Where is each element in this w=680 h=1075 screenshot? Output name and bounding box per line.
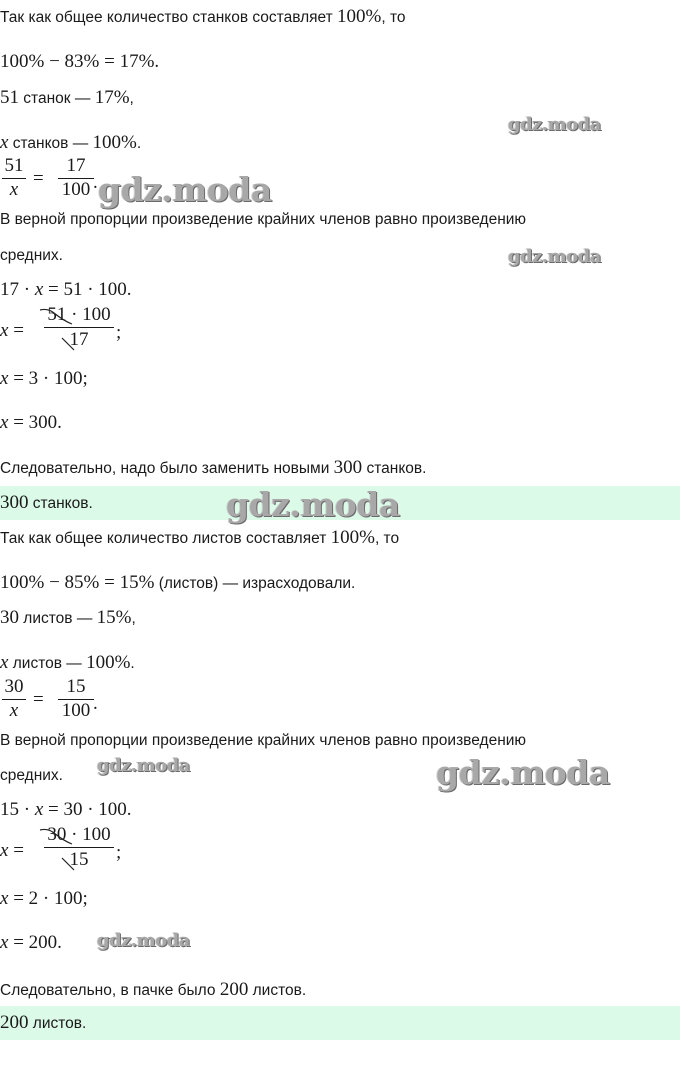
task1-equation-3: x = 3 · 100; (0, 368, 88, 389)
task2-equation-2-lhs: x = (0, 840, 24, 861)
task2-fraction-right: 15 100 (58, 677, 94, 723)
task2-intro: Так как общее количество листов составляет 100%, то (0, 527, 400, 548)
task1-equation-1: 17 · x = 51 · 100. (0, 279, 132, 300)
task2-fraction-left: 30 x (2, 677, 26, 723)
task2-equation-3: x = 2 · 100; (0, 888, 88, 909)
task2-equation-2-fraction: 30 · 100 15 (44, 825, 114, 871)
task1-prop-equals: = (33, 168, 44, 189)
task1-fraction-right: 17 100 (58, 156, 94, 202)
task1-intro: Так как общее количество станков составляет 100%, то (0, 6, 406, 27)
task2-equation-2-end: ; (116, 842, 122, 863)
watermark: gdz.moda (508, 114, 601, 135)
task1-equation-2-end: ; (116, 322, 122, 343)
task1-rule-line-1: В верной пропорции произведение крайних членов равно произведению (0, 211, 527, 228)
task2-prop-equals: = (33, 689, 44, 710)
task2-ratio-line-1: 30 листов — 15%, (0, 607, 136, 628)
task2-answer: 200 листов. (0, 1012, 87, 1033)
task2-equation-4: x = 200. (0, 932, 62, 953)
task2-prop-end: . (93, 693, 98, 714)
task2-rule-line-1: В верной пропорции произведение крайних членов равно произведению (0, 732, 527, 749)
watermark: gdz.moda (97, 755, 190, 776)
task2-cancel-marks-icon (38, 824, 78, 874)
task1-cancel-marks-icon (38, 304, 78, 354)
task1-equation-4: x = 300. (0, 412, 62, 433)
task1-ratio-line-1: 51 станок — 17%, (0, 87, 134, 108)
watermark: gdz.moda (226, 485, 400, 524)
task2-ratio-line-2: x листов — 100%. (0, 652, 135, 673)
task1-equation-2-fraction: 51 · 100 17 (44, 305, 114, 351)
watermark: gdz.moda (97, 930, 190, 951)
task1-conclusion: Следовательно, надо было заменить новыми 300 станков. (0, 457, 427, 478)
task1-rule-line-2: средних. (0, 247, 63, 264)
watermark: gdz.moda (436, 753, 610, 792)
task1-answer: 300 станков. (0, 492, 93, 513)
task2-equation-1: 15 · x = 30 · 100. (0, 799, 132, 820)
task2-rule-line-2: средних. (0, 767, 63, 784)
task2-conclusion: Следовательно, в пачке было 200 листов. (0, 979, 307, 1000)
task2-percent-calc: 100% − 85% = 15% (листов) — израсходовали. (0, 572, 356, 593)
task1-fraction-left: 51 x (2, 156, 26, 202)
task1-prop-end: . (93, 172, 98, 193)
watermark: gdz.moda (98, 170, 272, 209)
task1-percent-calc: 100% − 83% = 17%. (0, 51, 160, 72)
watermark: gdz.moda (508, 246, 601, 267)
task2-answer-box (0, 1006, 680, 1040)
task1-ratio-line-2: x станков — 100%. (0, 132, 142, 153)
task1-equation-2-lhs: x = (0, 320, 24, 341)
